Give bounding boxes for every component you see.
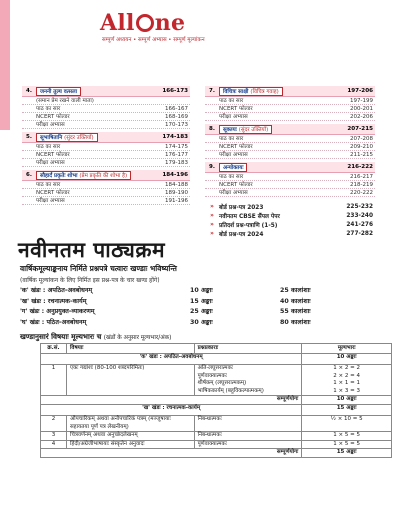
toc-item: परीक्षा अभ्यास 220-222 [205,189,375,197]
toc-left-column [22,86,190,208]
toc-item: NCERT फोल्डर 168-169 [22,113,190,121]
section-list [20,286,340,328]
chapter-title: सूभाषितानि (सुंदर उक्तियाँ) [36,133,98,142]
table-header: क्र.सं. [41,344,67,354]
table-total-row: सम्पूर्णयोगः 15 अङ्काः [41,449,392,458]
chapter-number: 7. [209,88,215,94]
section-heading: 'क' खंडः : अपठित-अवबोधनम् [41,354,302,365]
table-header: विषयाः [66,344,194,354]
bullet-icon: » [210,212,214,219]
toc-item: पाठ का सार 216-217 [205,173,375,181]
toc-item: परीक्षा अभ्यास 170-173 [22,121,190,129]
decorative-pink-bar [0,0,10,130]
section-row: 'घ' खंडः : पठित-अवबोधनम् 30 अङ्काः 80 कालांशाः [20,318,311,326]
chapter-header [205,124,375,135]
special-paper-item: » बोर्ड प्रश्न-पत्र 2024 277-282 [205,229,375,238]
toc-chapter [22,170,190,205]
toc-chapter [205,124,375,159]
toc-chapter [22,86,190,129]
toc-chapter [205,86,375,121]
chapter-pages: 216-222 [347,164,373,170]
chapter-pages: 174-183 [162,134,188,140]
chapter-number: 6. [26,172,32,178]
chapter-header [22,132,190,143]
distribution-title: खण्डानुसारं विषयाः मूल्यभारः च (खंडों के अनुसार मूल्यभार/अंक) [20,332,172,341]
toc-item: पाठ का सार 207-208 [205,135,375,143]
table-header: मूल्यभारः [302,344,392,354]
bullet-icon: » [210,203,214,210]
toc-item: पाठ का सार 197-199 [205,97,375,105]
chapter-pages: 207-215 [347,126,373,132]
toc-item: पाठ का सार 174-175 [22,143,190,151]
chapter-title: विचित्रः साक्षी (विचित्र गवाह) [219,87,283,96]
table-header: प्रश्नप्रकाराः [194,344,302,354]
toc-item: NCERT फोल्डर 189-190 [22,189,190,197]
section-heading: 'ख' खंडः : रचनात्मक-कार्यम् [41,405,302,416]
table-total-row: सम्पूर्णयोगः 10 अङ्काः [41,396,392,405]
toc-chapter [22,132,190,167]
table-row: 3 चित्रवर्णनम् अथवा अनुच्छेदलेखनम् निबन्धात्मकः 1 × 5 = 5 [41,432,392,441]
special-papers-list [205,202,375,238]
chapter-header [205,162,375,173]
section-marks: 15 अङ्काः [302,405,392,416]
chapter-title: सौहार्दं प्रकृतेः शोभा (प्रेम प्रकृति की शोभा है) [36,171,131,180]
chapter-pages: 197-206 [347,88,373,94]
toc-item: NCERT फोल्डर 209-210 [205,143,375,151]
table-row: 2 औपचारिकम् अथवा अनौपचारिकं पत्रम् (मञ्जूषायाः सहायतया पूर्णं पत्र लेखनीयम्) निबन्धात्मकः ½ × 10 = 5 [41,416,392,432]
chapter-note: (समान प्रेम रखने वाली माता) [22,97,190,105]
table-row: 4 हिंदी/अंग्रेजीभाषायाः संस्कृतेन अनुवादः पूर्णवाक्यात्मकः 1 × 5 = 5 [41,440,392,449]
special-paper-item: » नवीनतम CBSE सैंपल पेपर 233-240 [205,211,375,220]
toc-item: परीक्षा अभ्यास 179-183 [22,159,190,167]
section-row: 'क' खंडः : अपठित-अवबोधनम् 10 अङ्काः 25 कालांशाः [20,287,311,294]
toc-item: परीक्षा अभ्यास 211-215 [205,151,375,159]
syllabus-note: (वार्षिक मूल्यांकन के लिए निर्मित इस प्रश्न-पत्र के चार खण्ड होंगे) [20,277,160,284]
brand-tagline: सम्पूर्ण अध्ययन • सम्पूर्ण अभ्यास • सम्पूर्ण मूल्यांकन [102,37,205,43]
marks-table [40,343,392,458]
toc-item: NCERT फोल्डर 200-201 [205,105,375,113]
table-row: 1 एकः गद्यांशः (80-100 शब्दपरिमितः) अति-लघूत्तरात्मकः पूर्णवाक्यात्मकः शीर्षकम् (लघूत्तरात्मकम्) भाषिककार्यम् (बहुविकल्पात्मकम्) 1 × 2 = 2 2 × 2 = 4 1 × 1 = 1 1 × 3 = 3 [41,365,392,396]
toc-item: NCERT फोल्डर 176-177 [22,151,190,159]
brand-logo [100,10,260,43]
toc-chapter [205,162,375,197]
table-header-row [41,344,392,354]
chapter-header [22,86,190,97]
chapter-pages: 184-196 [162,172,188,178]
chapter-number: 8. [209,126,215,132]
toc-right-column [205,86,375,238]
syllabus-subtitle: वार्षिकमूल्याङ्कनाय निर्मिते प्रश्नपत्रे चत्वारः खण्डाः भविष्यन्ति [20,264,177,273]
chapter-number: 9. [209,164,215,170]
chapter-title: अन्योक्तयः [219,163,247,172]
special-paper-item: » बोर्ड प्रश्न-पत्र 2023 225-232 [205,202,375,211]
toc-item: परीक्षा अभ्यास 202-206 [205,113,375,121]
table-section-row [41,405,392,416]
chapter-title: सूक्तयः (सुंदर उक्तियाँ) [219,125,272,134]
toc-item: पाठ का सार 184-188 [22,181,190,189]
toc-item: NCERT फोल्डर 218-219 [205,181,375,189]
table-section-row [41,354,392,365]
brand-logo-text: All ne [100,10,186,36]
bullet-icon: » [210,221,214,228]
chapter-number: 5. [26,134,32,140]
chapter-header [205,86,375,97]
chapter-header [22,170,190,181]
section-marks: 10 अङ्काः [302,354,392,365]
bullet-icon: » [210,230,214,237]
toc-item: पाठ का सार 166-167 [22,105,190,113]
toc-item: परीक्षा अभ्यास 191-196 [22,197,190,205]
section-row: 'ग' खंडः : अनुप्रयुक्त-व्याकरणम् 25 अङ्काः 55 कालांशाः [20,308,311,315]
section-row: 'ख' खंडः : रचनात्मक-कार्यम् 15 अङ्काः 40 कालांशाः [20,297,311,305]
special-paper-item: » प्रतिदर्श प्रश्न-पत्राणि (1-5) 241-276 [205,220,375,229]
logo-ring-icon [136,14,154,32]
syllabus-title: नवीनतम पाठ्यक्रम [18,238,166,262]
chapter-title: जननी तुल्य वत्सला [36,87,81,96]
chapter-number: 4. [26,88,32,94]
chapter-pages: 166-173 [162,88,188,94]
